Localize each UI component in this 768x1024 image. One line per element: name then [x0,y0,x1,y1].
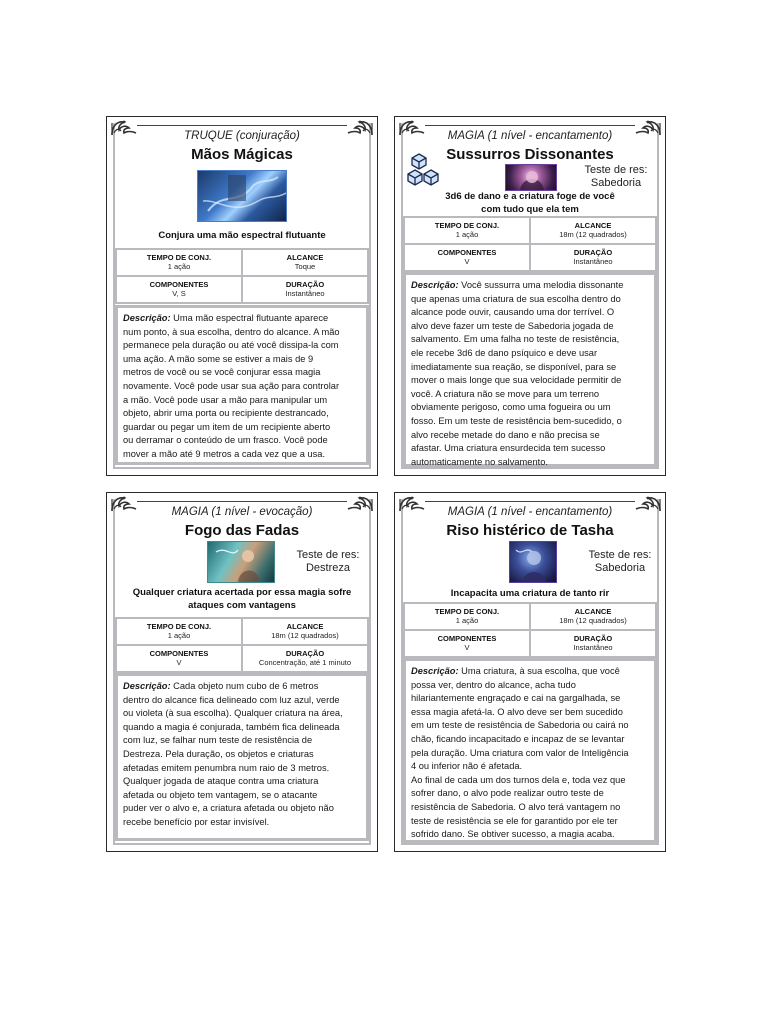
saving-throw: Teste de res: Sabedoria [588,549,652,574]
range-cell: ALCANCE 18m (12 quadrados) [243,619,367,644]
spell-card-riso-historico-de-tasha [394,492,666,852]
card-top-line [137,501,347,502]
cast-time-cell: TEMPO DE CONJ. 1 ação [117,619,241,644]
spell-effect-summary: Incapacita uma criatura de tanto rir [450,588,610,599]
spell-illustration [505,164,557,191]
range-cell: ALCANCE 18m (12 quadrados) [531,604,655,629]
cast-time-cell: TEMPO DE CONJ. 1 ação [405,218,529,243]
spell-type-line: TRUQUE (conjuração) [184,130,300,142]
duration-cell: DURAÇÃO Instantâneo [531,631,655,656]
cast-time-cell: TEMPO DE CONJ. 1 ação [405,604,529,629]
spell-description: Descrição: Você sussurra uma melodia dissonante que apenas uma criatura de sua escolha dentro do alcance pode ouvir, causando uma dor terrível. O alvo deve fazer um teste de Sabedoria jogada de salvamento. Em uma falha no teste de resistência, ele recebe 3d6 de dano psíquico e deve usar imediatamente sua reação, se disponível, para se mover o mais longe que sua velocidade permitir de você. A criatura não se move para um terreno obviamente perigoso, como uma fogueira ou um fosso. Em um teste de resistência bem-sucedido, o alvo recebe metade do dano e não precisa se afastar. Uma criatura ensurdecida tem sucesso automaticamente no salvamento. [403,272,657,467]
components-cell: COMPONENTES V, S [117,277,241,302]
spell-description: Descrição: Uma mão espectral flutuante aparece num ponto, à sua escolha, dentro do alcance. A mão permanece pela duração ou até você dissipa-la com uma ação. A mão some se estiver a mais de 9 metros de você ou se você conjurar essa magia novamente. Você pode usar sua ação para controlar a mão. Você pode usar a mão para manipular um objeto, abrir uma porta ou recipiente destrancado, guardar ou pegar um item de um recipiente aberto ou derramar o conteúdo de um frasco. Você pode mover a mão até 9 metros a cada vez que a usa. [115,305,369,465]
cast-time-cell: TEMPO DE CONJ. 1 ação [117,250,241,275]
spell-effect-summary: 3d6 de dano e a criatura foge de você com tudo que ela tem [445,191,615,215]
range-cell: ALCANCE 18m (12 quadrados) [531,218,655,243]
spell-type-line: MAGIA (1 nível - encantamento) [447,130,613,142]
card-top-line [425,125,635,126]
cubes-icon [407,151,443,187]
spell-illustration [509,541,557,583]
duration-cell: DURAÇÃO Concentração, até 1 minuto [243,646,367,671]
spell-type-line: MAGIA (1 nível - evocação) [171,506,313,518]
spell-title: Riso histérico de Tasha [446,522,614,539]
duration-cell: DURAÇÃO Instantâneo [531,245,655,270]
spell-title: Sussurros Dissonantes [446,146,614,163]
spell-type-line: MAGIA (1 nível - encantamento) [447,506,613,518]
spell-stats-table [403,602,657,658]
fairy-figure-icon [208,542,275,583]
spell-effect-summary: Conjura uma mão espectral flutuante [158,230,326,241]
laughing-figure-icon [510,542,557,583]
card-top-line [137,125,347,126]
duration-cell: DURAÇÃO Instantâneo [243,277,367,302]
spell-title: Fogo das Fadas [184,522,300,539]
spell-description: Descrição: Uma criatura, à sua escolha, que você possa ver, dentro do alcance, acha tudo hilariantemente engraçado e cai na gargalhada, se essa magia afetá-la. O alvo deve ser bem sucedido em um teste de resistência de Sabedoria ou cairá no chão, ficando incapacitado e incapaz de se levantar pela duração. Uma criatura com valor de Inteligência 4 ou inferior não é afetada. Ao final de cada um dos turnos dela e, toda vez que sofrer dano, o alvo pode realizar outro teste de resistência de Sabedoria. O alvo terá vantagem no teste de resistência se ele for garantido por ele ter sofrido dano. Se obtiver sucesso, a magia acaba. [403,658,657,843]
spell-stats-table [403,216,657,272]
spell-title: Mãos Mágicas [191,146,293,163]
card-top-line [425,501,635,502]
spell-card-fogo-das-fadas [106,492,378,852]
spell-illustration [197,170,287,222]
spell-description: Descrição: Cada objeto num cubo de 6 metros dentro do alcance fica delineado com luz azul, verde ou violeta (à sua escolha). Qualquer criatura na área, quando a magia é conjurada, também fica delineada com luz, se falhar num teste de resistência de Destreza. Pela duração, os objetos e criaturas afetadas emitem penumbra num raio de 3 metros. Qualquer jogada de ataque contra uma criatura afetada ou objeto tem vantagem, se o atacante puder ver o alvo e, a criatura afetada ou objeto não recebe benefício por estar invisível. [115,673,369,841]
spell-stats-table [115,248,369,304]
components-cell: COMPONENTES V [405,631,529,656]
spell-effect-summary: Qualquer criatura acertada por essa magia sofre ataques com vantagens [132,587,352,611]
saving-throw: Teste de res: Destreza [296,549,360,574]
saving-throw: Teste de res: Sabedoria [584,164,648,189]
spell-card-maos-magicas [106,116,378,476]
range-cell: ALCANCE Toque [243,250,367,275]
components-cell: COMPONENTES V [117,646,241,671]
spell-card-sussurros-dissonantes [394,116,666,476]
spectral-hand-icon [198,171,287,222]
components-cell: COMPONENTES V [405,245,529,270]
spell-stats-table [115,617,369,673]
whisper-figure-icon [506,165,557,191]
spell-illustration [207,541,275,583]
